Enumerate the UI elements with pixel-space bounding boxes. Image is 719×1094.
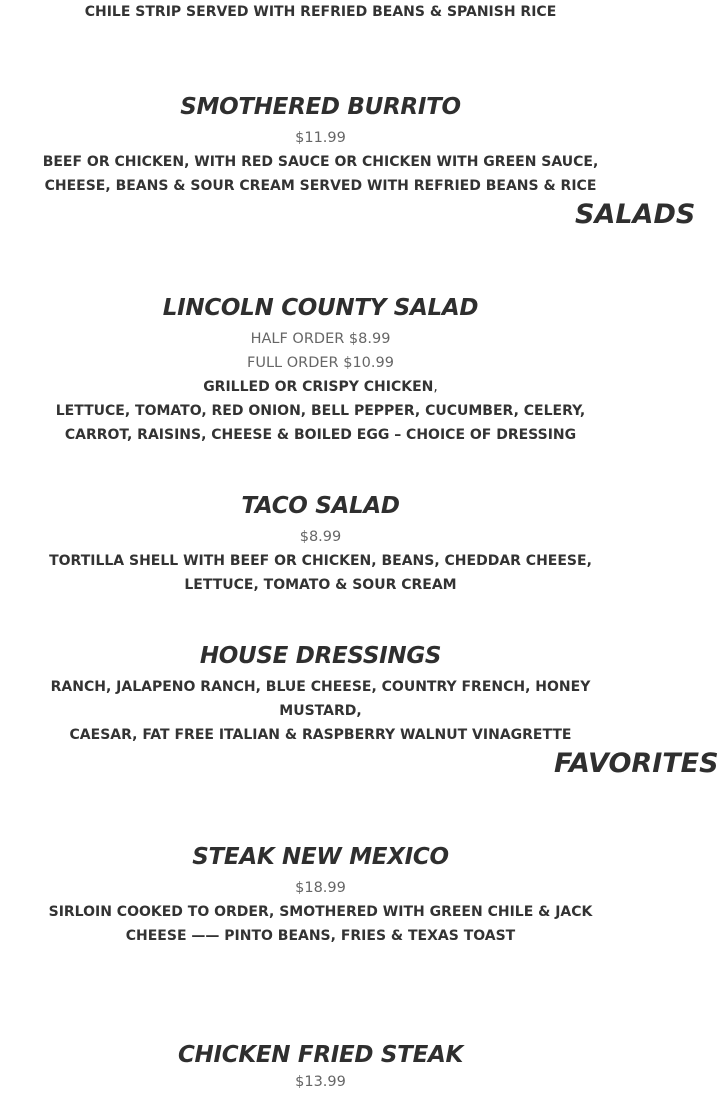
- item-title-taco-salad: TACO SALAD: [241, 493, 400, 519]
- item-description-text: GRILLED OR CRISPY CHICKEN: [203, 379, 434, 395]
- item-description: CHEESE, BEANS & SOUR CREAM SERVED WITH REFRIED BEANS & RICE: [44, 178, 597, 194]
- item-description: RANCH, JALAPENO RANCH, BLUE CHEESE, COUNTRY FRENCH, HONEY: [50, 679, 591, 695]
- item-description: SIRLOIN COOKED TO ORDER, SMOTHERED WITH GREEN CHILE & JACK: [48, 904, 593, 920]
- category-heading-favorites: FAVORITES: [554, 748, 719, 779]
- item-description: LETTUCE, TOMATO, RED ONION, BELL PEPPER, CUCUMBER, CELERY,: [55, 403, 586, 419]
- item-description-comma: ,: [433, 379, 438, 395]
- item-description: CHEESE —— PINTO BEANS, FRIES & TEXAS TOAST: [125, 928, 516, 944]
- item-title-house-dressings: HOUSE DRESSINGS: [199, 643, 442, 669]
- item-description: CAESAR, FAT FREE ITALIAN & RASPBERRY WALNUT VINAGRETTE: [69, 727, 572, 743]
- item-title-chicken-fried-steak: CHICKEN FRIED STEAK: [177, 1042, 464, 1068]
- item-description: LETTUCE, TOMATO & SOUR CREAM: [184, 577, 457, 593]
- item-price-half: HALF ORDER $8.99: [250, 331, 391, 347]
- item-description: [0, 375, 641, 399]
- category-heading-salads: SALADS: [575, 199, 696, 230]
- item-price: $13.99: [295, 1074, 346, 1090]
- item-description: BEEF OR CHICKEN, WITH RED SAUCE OR CHICKEN WITH GREEN SAUCE,: [42, 154, 599, 170]
- item-price: $18.99: [295, 880, 346, 896]
- item-price: $11.99: [295, 130, 346, 146]
- item-title-lincoln-county-salad: LINCOLN COUNTY SALAD: [162, 295, 479, 321]
- item-description: CARROT, RAISINS, CHEESE & BOILED EGG – CHOICE OF DRESSING: [64, 427, 577, 443]
- item-price-full: FULL ORDER $10.99: [247, 355, 394, 371]
- item-price: $8.99: [299, 529, 342, 545]
- item-description: MUSTARD,: [279, 703, 362, 719]
- item-title-smothered-burrito: SMOTHERED BURRITO: [180, 94, 461, 120]
- item-description: TORTILLA SHELL WITH BEEF OR CHICKEN, BEANS, CHEDDAR CHEESE,: [49, 553, 592, 569]
- item-title-steak-new-mexico: STEAK NEW MEXICO: [192, 844, 449, 870]
- item-description: CHILE STRIP SERVED WITH REFRIED BEANS & SPANISH RICE: [84, 4, 557, 20]
